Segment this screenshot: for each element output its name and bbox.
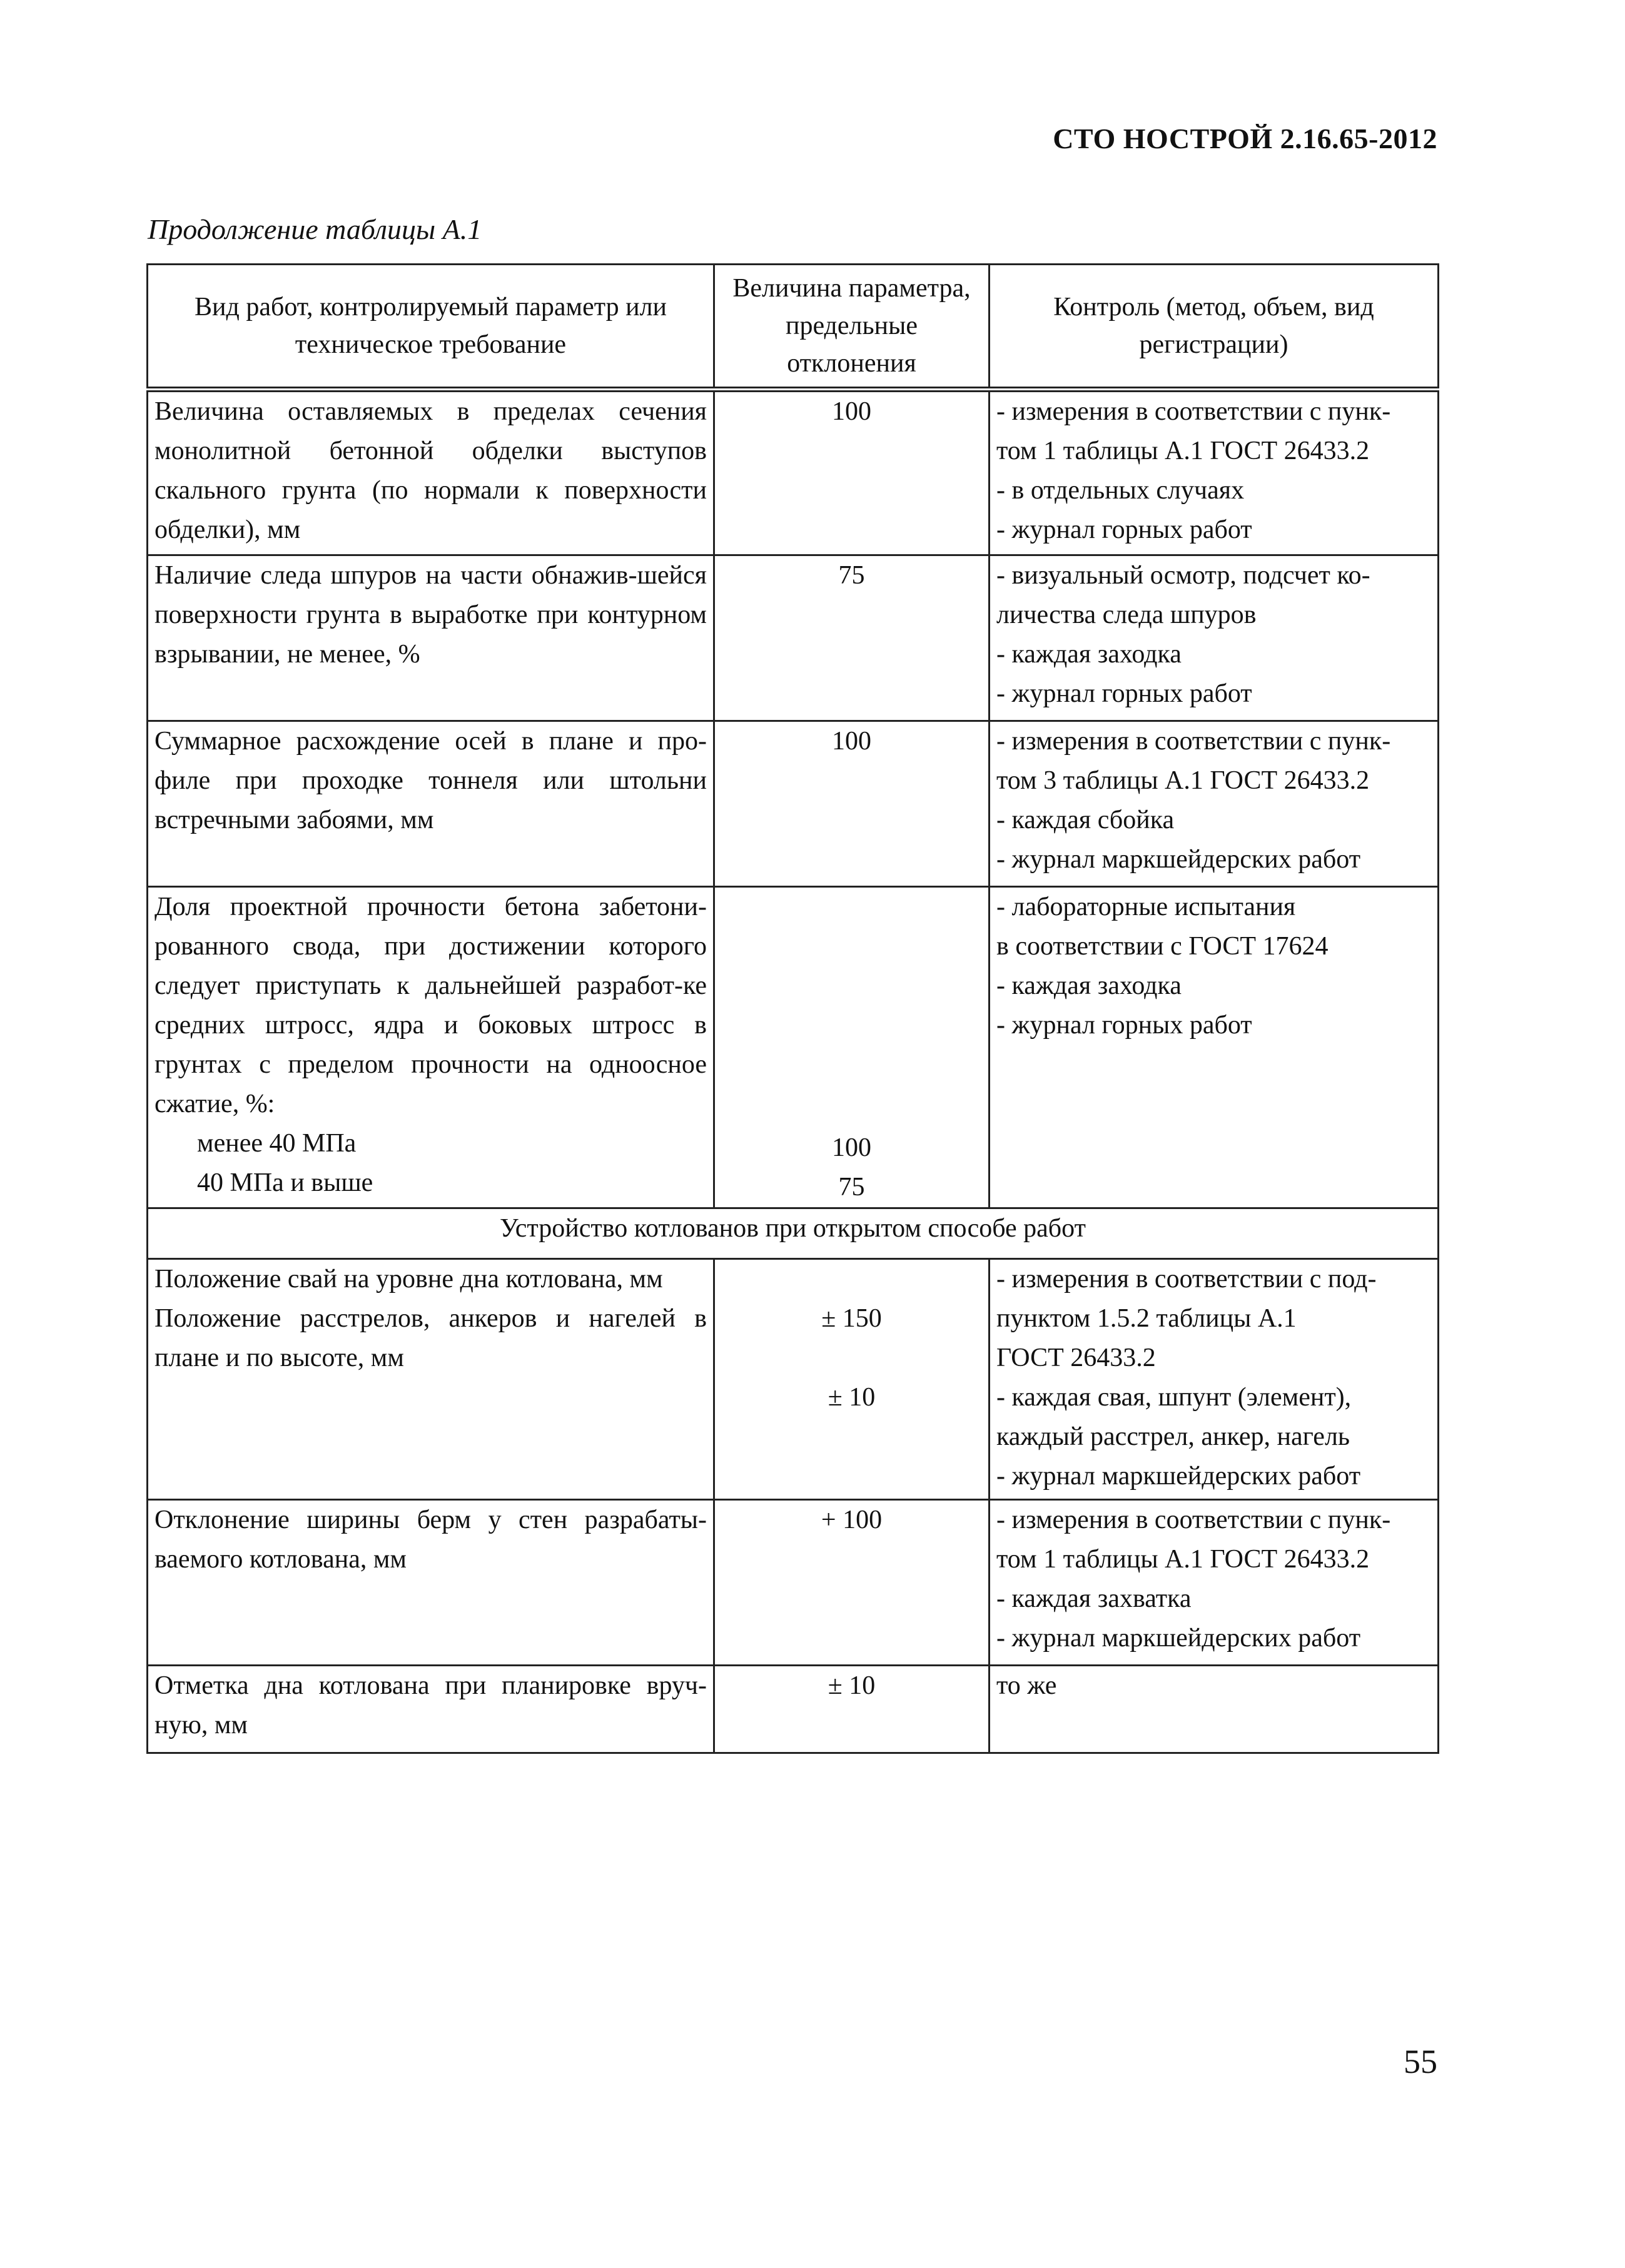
work-cell: Наличие следа шпуров на части обнажив-шейся поверхности грунта в выработке при контурном взрывании, не менее, % [148, 555, 714, 721]
control-line: - измерения в соответствии с пунк- [996, 1506, 1391, 1534]
work-text: Доля проектной прочности бетона забетони-рованного свода, при достижении которого следует приступать к дальнейшей разработ-ке средних штросс, ядра и боковых штросс в грунтах с пределом прочности на одноосное сжатие, %: [154, 893, 707, 1118]
table-row [148, 1666, 1439, 1753]
control-line: - каждая заходка [996, 971, 1182, 1000]
table-row [148, 887, 1439, 1208]
control-line: каждый расстрел, анкер, нагель [996, 1422, 1350, 1451]
control-line: - журнал маркшейдерских работ [996, 1624, 1361, 1653]
work-cell [148, 1259, 714, 1500]
control-line: - журнал горных работ [996, 679, 1252, 708]
control-cell [990, 1666, 1439, 1753]
work-item-value: ± 150 [821, 1304, 882, 1333]
control-line: - каждая сбойка [996, 806, 1175, 834]
table-row [148, 1259, 1439, 1500]
section-header-row [148, 1208, 1439, 1259]
control-line: - измерения в соответствии с под- [996, 1265, 1377, 1293]
control-line: - журнал маркшейдерских работ [996, 1462, 1361, 1491]
work-cell: Отклонение ширины берм у стен разрабаты-ваемого котлована, мм [148, 1500, 714, 1666]
work-item-value: ± 10 [828, 1383, 876, 1412]
table-caption: Продолжение таблицы А.1 [148, 213, 482, 245]
table-row [148, 555, 1439, 721]
work-cell: Величина оставляемых в пределах сечения монолитной бетонной обделки выступов скального грунта (по нормали к поверхности обделки), мм [148, 390, 714, 555]
column-header-control: Контроль (метод, объем, вид регистрации) [990, 265, 1439, 390]
sub-item-label: 40 МПа и выше [197, 1168, 373, 1197]
value-cell: 75 [714, 555, 990, 721]
work-cell: Суммарное расхождение осей в плане и про-филе при проходке тоннеля или штольни встречными забоями, мм [148, 721, 714, 887]
control-line: - в отдельных случаях [996, 476, 1245, 505]
control-line: том 1 таблицы А.1 ГОСТ 26433.2 [996, 437, 1370, 465]
control-cell [990, 1259, 1439, 1500]
sub-item-value: 100 [832, 1133, 871, 1162]
work-cell [148, 887, 714, 1208]
control-line: в соответствии с ГОСТ 17624 [996, 932, 1329, 961]
control-line: - каждая свая, шпунт (элемент), [996, 1383, 1352, 1412]
control-line: том 1 таблицы А.1 ГОСТ 26433.2 [996, 1545, 1370, 1574]
value-cell: 100 [714, 721, 990, 887]
specification-table [146, 263, 1439, 1754]
control-line: - журнал горных работ [996, 515, 1252, 544]
sub-item-label: менее 40 МПа [197, 1129, 357, 1158]
control-line: - журнал горных работ [996, 1011, 1252, 1040]
table-header-row [148, 265, 1439, 390]
document-code: СТО НОСТРОЙ 2.16.65-2012 [1053, 123, 1437, 154]
control-line: - измерения в соответствии с пунк- [996, 397, 1391, 426]
value-cell: ± 10 [714, 1666, 990, 1753]
column-header-work: Вид работ, контролируемый параметр или техническое требование [148, 265, 714, 390]
work-text: Положение свай на уровне дна котлована, мм [154, 1265, 663, 1293]
work-text: Положение расстрелов, анкеров и нагелей в плане и по высоте, мм [154, 1304, 707, 1372]
control-line: личества следа шпуров [996, 600, 1257, 629]
value-cell: + 100 [714, 1500, 990, 1666]
control-cell [990, 887, 1439, 1208]
control-line: - визуальный осмотр, подсчет ко- [996, 561, 1370, 590]
control-line: - лабораторные испытания [996, 893, 1296, 921]
value-cell: 100 [714, 390, 990, 555]
control-line: - измерения в соответствии с пунк- [996, 727, 1391, 756]
control-cell [990, 555, 1439, 721]
control-cell [990, 1500, 1439, 1666]
control-line: - каждая захватка [996, 1584, 1192, 1613]
control-cell [990, 721, 1439, 887]
control-cell [990, 390, 1439, 555]
control-line: пунктом 1.5.2 таблицы А.1 [996, 1304, 1297, 1333]
control-line: - каждая заходка [996, 640, 1182, 669]
column-header-value: Величина параметра, предельные отклонения [714, 265, 990, 390]
control-line: - журнал маркшейдерских работ [996, 845, 1361, 874]
section-title: Устройство котлованов при открытом способе работ [148, 1208, 1439, 1259]
page-number: 55 [1404, 2043, 1437, 2080]
work-cell: Отметка дна котлована при планировке вруч-ную, мм [148, 1666, 714, 1753]
value-cell [714, 1259, 990, 1500]
sub-item-value: 75 [838, 1173, 865, 1202]
table-row [148, 1500, 1439, 1666]
control-line: ГОСТ 26433.2 [996, 1344, 1156, 1372]
value-cell [714, 887, 990, 1208]
table-row [148, 390, 1439, 555]
table-row [148, 721, 1439, 887]
control-line: том 3 таблицы А.1 ГОСТ 26433.2 [996, 766, 1370, 795]
control-line: то же [996, 1671, 1057, 1700]
